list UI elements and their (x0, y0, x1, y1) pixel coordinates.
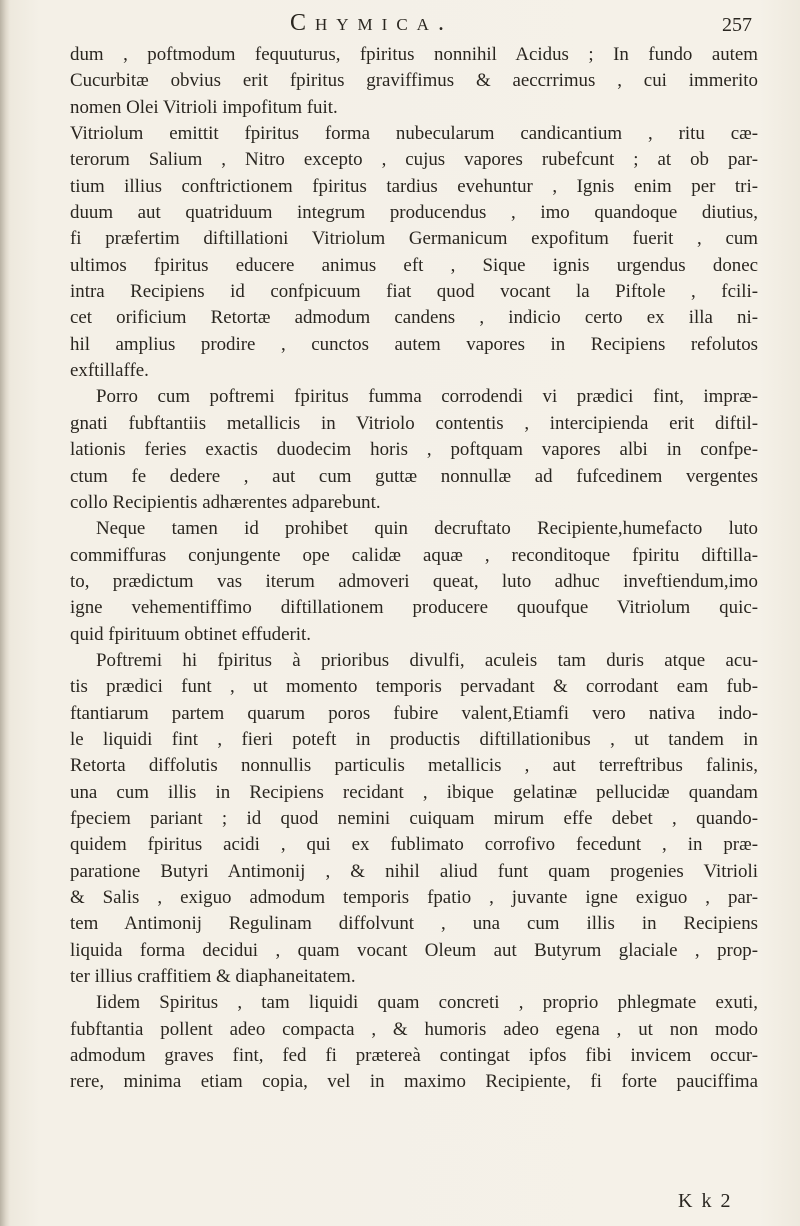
paragraph (70, 121, 758, 384)
text-line: quidem fpiritus acidi , qui ex fublimato corrofivo fecedunt , in præ- (70, 834, 758, 856)
running-head: Chymica. (290, 10, 453, 36)
text-line: paratione Butyri Antimonij , & nihil aliud funt quam progenies Vitrioli (70, 860, 758, 882)
text-line: igne vehementiffimo diftillationem producere quoufque Vitriolum quic- (70, 597, 758, 619)
text-line: terorum Salium , Nitro excepto , cujus vapores rubefcunt ; at ob par- (70, 149, 758, 171)
body-text (70, 42, 758, 1096)
binding-gutter (0, 0, 10, 1226)
text-line: collo Recipientis adhærentes adparebunt. (70, 491, 381, 513)
text-line: Cucurbitæ obvius erit fpiritus graviffimus & aeccrrimus , cui immerito (70, 70, 758, 92)
text-line: dum , poftmodum fequuturus, fpiritus nonnihil Acidus ; In fundo autem (70, 44, 758, 65)
text-line: tem Antimonij Regulinam diffolvunt , una cum illis in Recipiens (70, 913, 758, 935)
text-line: hil amplius prodire , cunctos autem vapores in Recipiens refolutos (70, 333, 758, 355)
text-line: duum aut quatriduum integrum producendus , imo quandoque diutius, (70, 202, 758, 224)
text-line: Vitriolum emittit fpiritus forma nubecularum candicantium , ritu cæ- (70, 123, 758, 145)
text-line: le liquidi fint , fieri poteft in productis diftillationibus , ut tandem in (70, 728, 758, 750)
text-line: ftantiarum partem quarum poros fubire valent,Etiamfi vero nativa indo- (70, 702, 758, 724)
text-line: Iidem Spiritus , tam liquidi quam concreti , proprio phlegmate exuti, (96, 992, 758, 1014)
text-line: commiffuras conjungente ope calidæ aquæ , reconditoque fpiritu diftilla- (70, 544, 758, 566)
text-line: ctum fe dedere , aut cum guttæ nonnullæ ad fufcedinem vergentes (70, 465, 758, 487)
paragraph (70, 516, 758, 648)
text-line: ultimos fpiritus educere animus eft , Sique ignis urgendus donec (70, 254, 758, 276)
text-line: & Salis , exiguo admodum temporis fpatio , juvante igne exiguo , par- (70, 887, 758, 908)
text-line: cet orificium Retortæ admodum candens , indicio certo ex illa ni- (70, 307, 758, 329)
text-line: to, prædictum vas iterum admoveri queat, luto adhuc inveftiendum,imo (70, 570, 758, 592)
text-line: gnati fubftantiis metallicis in Vitriolo contentis , intercipienda erit diftil- (70, 412, 758, 434)
text-line: nomen Olei Vitrioli impofitum fuit. (70, 96, 338, 118)
text-line: liquida forma decidui , quam vocant Oleum aut Butyrum glaciale , prop- (70, 939, 758, 961)
text-line: tis prædici funt , ut momento temporis pervadant & corrodant eam fub- (70, 676, 758, 698)
text-line: intra Recipiens id confpicuum fiat quod vocant la Piftole , fcili- (70, 281, 758, 303)
text-line: Retorta diffolutis nonnullis particulis metallicis , aut terreftribus falinis, (70, 755, 758, 777)
text-line: una cum illis in Recipiens recidant , ibique gelatinæ pellucidæ quandam (70, 781, 758, 803)
paragraph (70, 42, 758, 121)
text-line: rere, minima etiam copia, vel in maximo Recipiente, fi forte pauciffima (70, 1071, 758, 1093)
page-number: 257 (722, 14, 752, 36)
text-line: fi præfertim diftillationi Vitriolum Germanicum expofitum fuerit , cum (70, 228, 758, 250)
text-line: tium illius conftrictionem fpiritus tardius evehuntur , Ignis enim per tri- (70, 175, 758, 197)
text-line: Poftremi hi fpiritus à prioribus divulfi, aculeis tam duris atque acu- (96, 649, 758, 671)
text-line: Neque tamen id prohibet quin decruftato Recipiente,humefacto luto (96, 518, 758, 540)
text-line: quid fpirituum obtinet effuderit. (70, 623, 311, 645)
paragraph (70, 384, 758, 516)
text-line: fubftantia pollent adeo compacta , & humoris adeo egena , ut non modo (70, 1018, 758, 1040)
text-line: lationis feries exactis duodecim horis , poftquam vapores albi in confpe- (70, 439, 758, 461)
text-line: exftillaffe. (70, 360, 149, 382)
signature-mark: K k 2 (678, 1190, 733, 1212)
text-line: ter illius craffitiem & diaphaneitatem. (70, 966, 356, 988)
text-line: fpeciem pariant ; id quod nemini cuiquam mirum effe debet , quando- (70, 807, 758, 829)
text-line: Porro cum poftremi fpiritus fumma corrodendi vi prædici fint, impræ- (96, 386, 758, 408)
paragraph (70, 990, 758, 1095)
paragraph (70, 648, 758, 990)
text-line: admodum graves fint, fed fi prætereà contingat ipfos fibi invicem occur- (70, 1045, 758, 1067)
